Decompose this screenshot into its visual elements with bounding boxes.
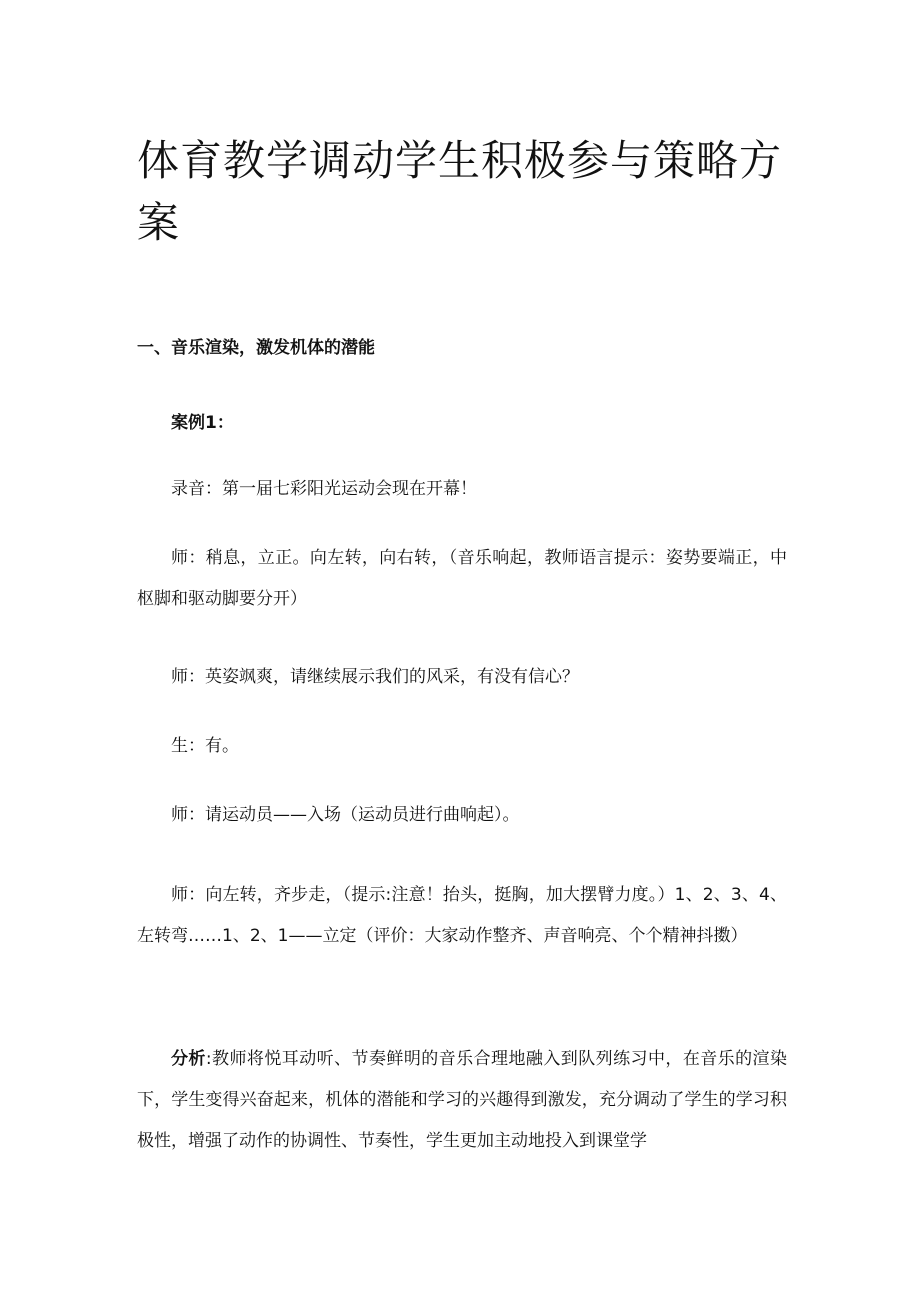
analysis-label: 分析 — [171, 1049, 206, 1069]
paragraph-teacher-1: 师：稍息，立正。向左转，向右转，（音乐响起，教师语言提示：姿势要端正，中枢脚和驱动脚要分开） — [137, 548, 787, 609]
paragraph-recording: 录音：第一届七彩阳光运动会现在开幕！ — [171, 479, 477, 499]
paragraph-student: 生：有。 — [171, 736, 239, 756]
paragraph-teacher-4: 师：向左转，齐步走，（提示:注意！抬头，挺胸，加大摆臂力度。）1、2、3、4、左转弯……1、2、1——立定（评价：大家动作整齐、声音响亮、个个精神抖擞） — [137, 885, 787, 946]
case-label-paragraph — [137, 403, 787, 444]
document-title: 体育教学调动学生积极参与策略方案 — [137, 136, 783, 247]
paragraph-teacher-3: 师：请运动员——入场（运动员进行曲响起）。 — [171, 805, 520, 825]
paragraph-teacher-2: 师：英姿飒爽，请继续展示我们的风采，有没有信心？ — [171, 667, 579, 687]
case-label: 案例1： — [171, 413, 234, 433]
paragraph-analysis — [137, 1039, 787, 1162]
analysis-text: :教师将悦耳动听、节奏鲜明的音乐合理地融入到队列练习中，在音乐的渲染下，学生变得兴奋起来，机体的潜能和学习的兴趣得到激发，充分调动了学生的学习积极性，增强了动作的协调性、节奏性，学生更加主动地投入到课堂学 — [137, 1049, 787, 1151]
section-heading: 一、音乐渲染，激发机体的潜能 — [137, 338, 375, 358]
